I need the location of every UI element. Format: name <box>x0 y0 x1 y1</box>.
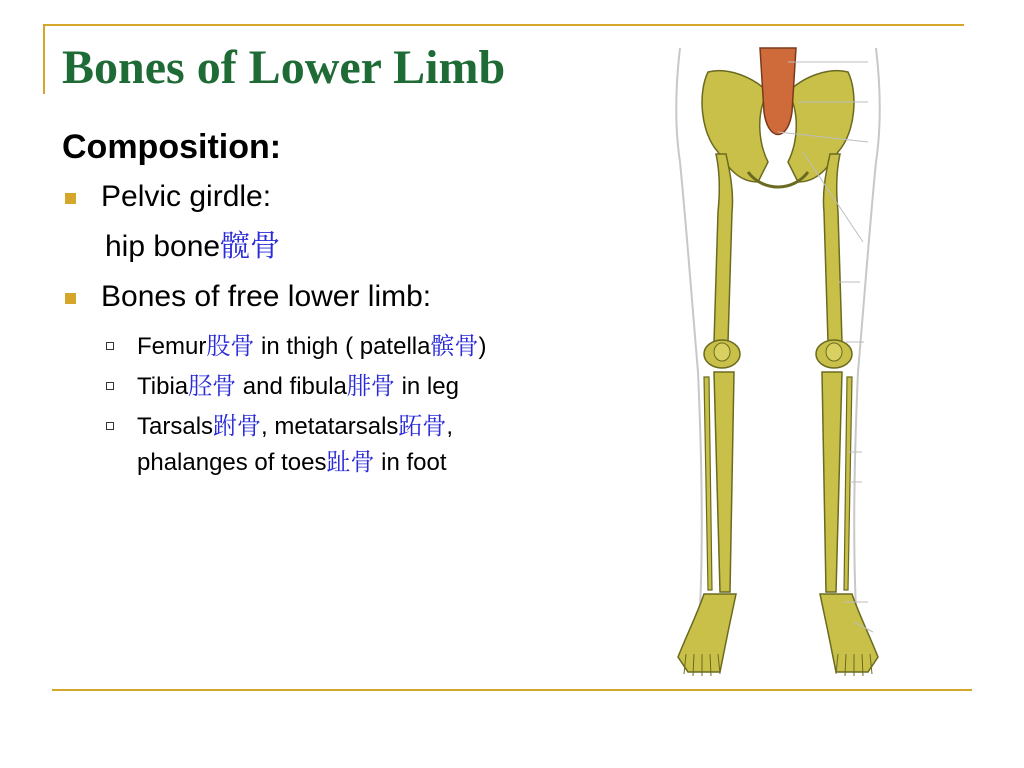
tibia-chinese: 胫骨 <box>188 373 237 400</box>
slide-title: Bones of Lower Limb <box>62 41 506 94</box>
bullet-free-lower-limb <box>62 279 622 315</box>
patella-chinese: 髌骨 <box>430 333 479 360</box>
sub-bullet-tibia <box>62 369 537 405</box>
hollow-square-bullet-icon <box>106 342 114 350</box>
left-tibia <box>714 372 734 592</box>
right-fibula <box>844 377 852 590</box>
lower-limb-skeleton-illustration <box>668 42 888 684</box>
phalanges-text: phalanges of toes <box>137 449 327 476</box>
tarsals-chinese: 跗骨 <box>213 413 262 440</box>
composition-heading: Composition: <box>62 128 282 166</box>
slide-content <box>62 128 622 485</box>
fibula-text: and fibula <box>236 373 347 400</box>
right-hip-bone <box>788 71 854 182</box>
hip-bone-line <box>62 229 622 265</box>
free-lower-limb-label: Bones of free lower limb: <box>101 280 432 313</box>
metatarsals-text: , metatarsals <box>261 413 399 440</box>
sub-bullet-femur <box>62 329 537 365</box>
tibia-text: Tibia <box>137 373 189 400</box>
femur-close-paren: ) <box>478 333 487 360</box>
femur-thigh-text: in thigh ( patella <box>254 333 431 360</box>
right-foot <box>820 594 878 672</box>
frame-top-rule <box>44 24 964 26</box>
in-foot-text: in foot <box>374 449 447 476</box>
right-tibia <box>822 372 842 592</box>
fibula-chinese: 腓骨 <box>346 373 395 400</box>
pelvic-girdle-label: Pelvic girdle: <box>101 180 272 213</box>
in-leg-text: in leg <box>394 373 459 400</box>
femur-chinese: 股骨 <box>206 333 255 360</box>
hollow-square-bullet-icon <box>106 422 114 430</box>
left-femur <box>714 154 733 342</box>
square-bullet-icon <box>65 193 76 204</box>
square-bullet-icon <box>65 293 76 304</box>
hip-bone-chinese: 髋骨 <box>220 230 281 263</box>
hollow-square-bullet-icon <box>106 382 114 390</box>
sub-bullet-tarsals <box>62 409 537 481</box>
left-foot <box>678 594 736 672</box>
bullet-pelvic-girdle <box>62 179 622 215</box>
right-patella <box>826 343 842 361</box>
tarsals-text: Tarsals <box>137 413 214 440</box>
frame-left-rule <box>43 24 45 94</box>
metatarsals-chinese: 跖骨 <box>398 413 447 440</box>
femur-text: Femur <box>137 333 207 360</box>
frame-bottom-rule <box>52 689 972 691</box>
phalanges-chinese: 趾骨 <box>326 449 375 476</box>
sacrum <box>760 48 796 135</box>
right-femur <box>823 154 842 342</box>
left-patella <box>714 343 730 361</box>
left-fibula <box>704 377 712 590</box>
left-hip-bone <box>702 71 768 182</box>
metatarsals-comma: , <box>446 413 454 440</box>
hip-bone-text: hip bone <box>105 230 221 263</box>
